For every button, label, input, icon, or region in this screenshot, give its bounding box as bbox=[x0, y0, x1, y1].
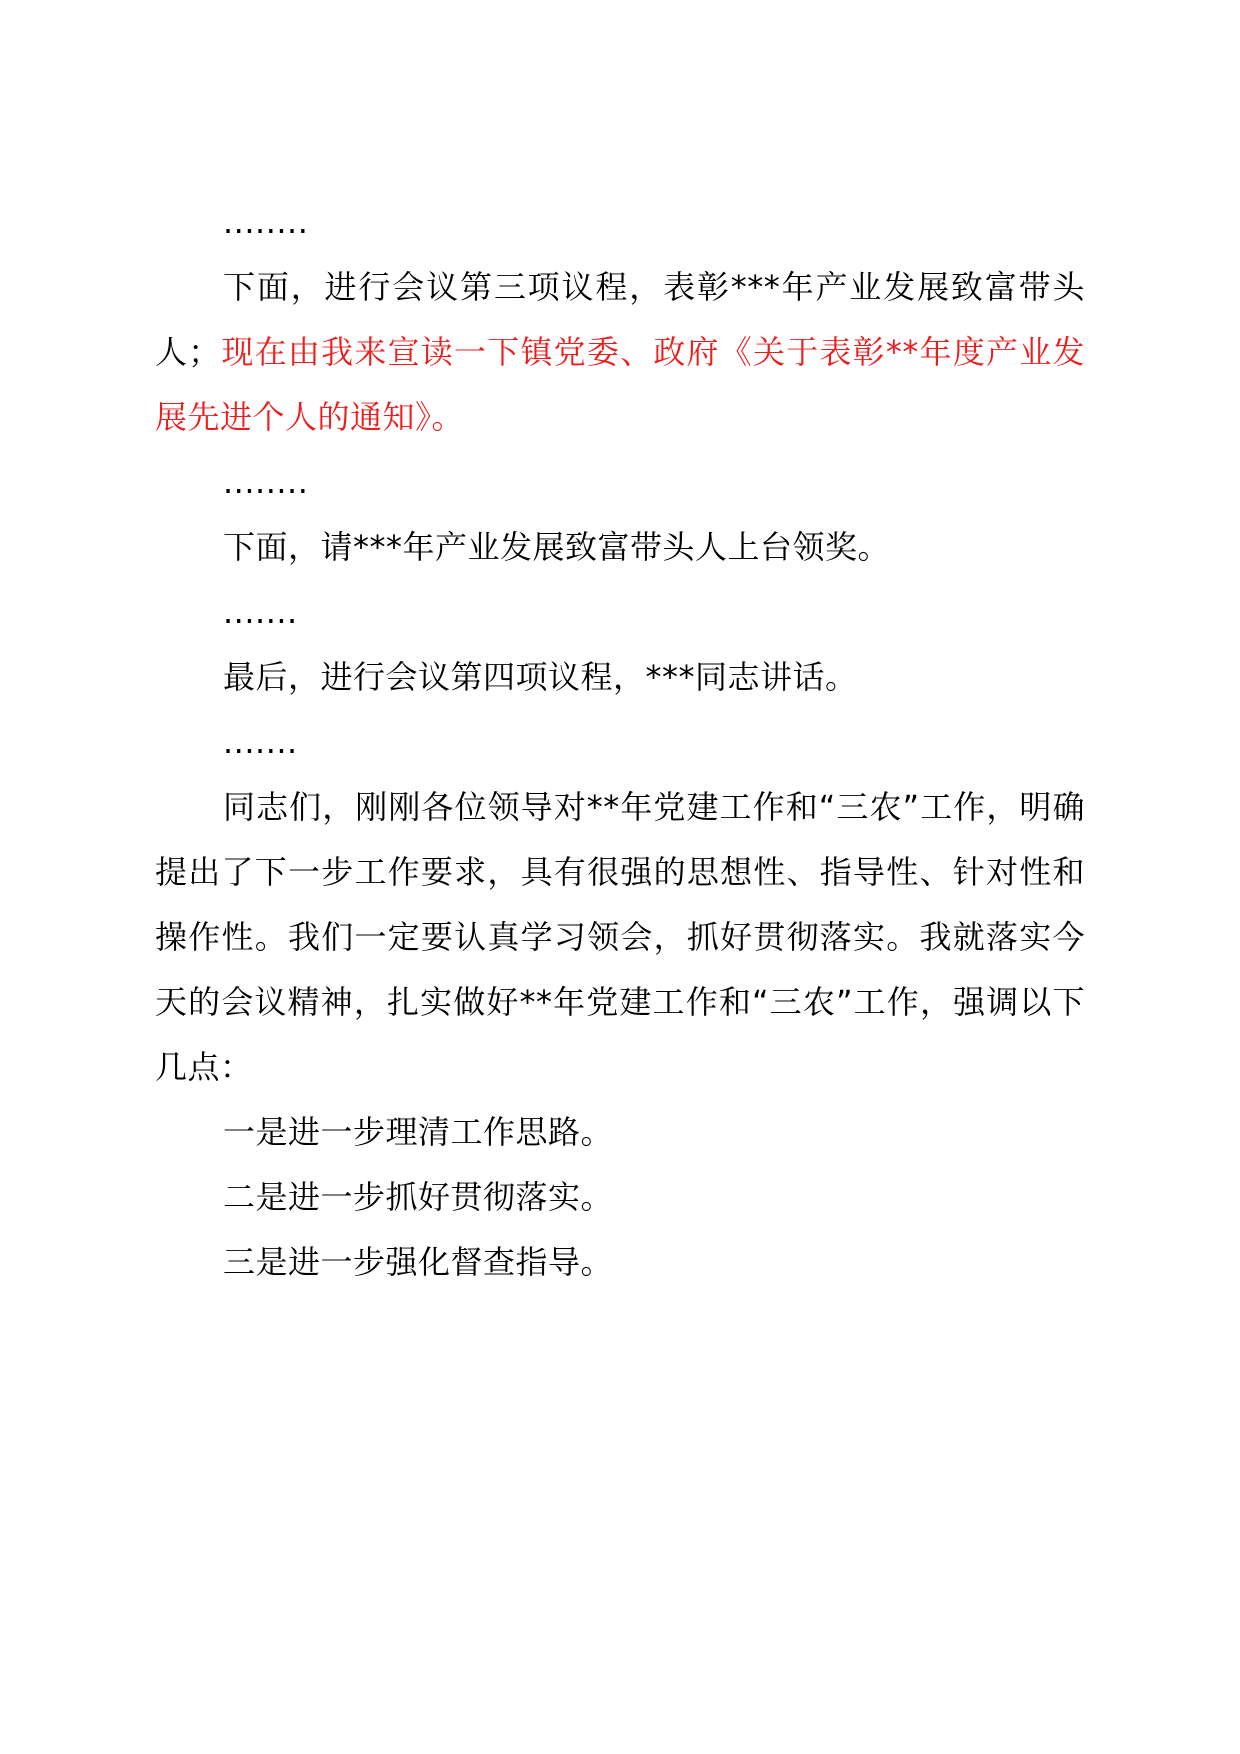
closing-speech-paragraph: 同志们，刚刚各位领导对**年党建工作和“三农”工作，明确提出了下一步工作要求，具有很强的思想性、指导性、针对性和操作性。我们一定要认真学习领会，抓好贯彻落实。我就落实今天的会议精神，扎实做好**年党建工作和“三农”工作，强调以下几点： bbox=[155, 788, 1085, 1086]
point-one: 一是进一步理清工作思路。 bbox=[223, 1113, 614, 1151]
ellipsis-line: ........ bbox=[223, 463, 309, 501]
agenda-item-three bbox=[155, 255, 1085, 450]
ellipsis-line: ....... bbox=[223, 723, 298, 761]
highlighted-notice-text: 现在由我来宣读一下镇党委、政府《关于表彰**年度产业发展先进个人的通知》。 bbox=[155, 333, 1085, 436]
point-three: 三是进一步强化督查指导。 bbox=[223, 1243, 614, 1281]
agenda-item-three-text: 下面，进行会议第三项议程，表彰***年产业发展致富带头人； bbox=[155, 268, 1085, 371]
ellipsis-line: ....... bbox=[223, 593, 298, 631]
award-ceremony-line: 下面，请***年产业发展致富带头人上台领奖。 bbox=[223, 528, 891, 566]
agenda-item-four: 最后，进行会议第四项议程，***同志讲话。 bbox=[223, 658, 858, 696]
point-two: 二是进一步抓好贯彻落实。 bbox=[223, 1178, 614, 1216]
ellipsis-line: ........ bbox=[223, 203, 309, 241]
document-body bbox=[155, 190, 1085, 1295]
